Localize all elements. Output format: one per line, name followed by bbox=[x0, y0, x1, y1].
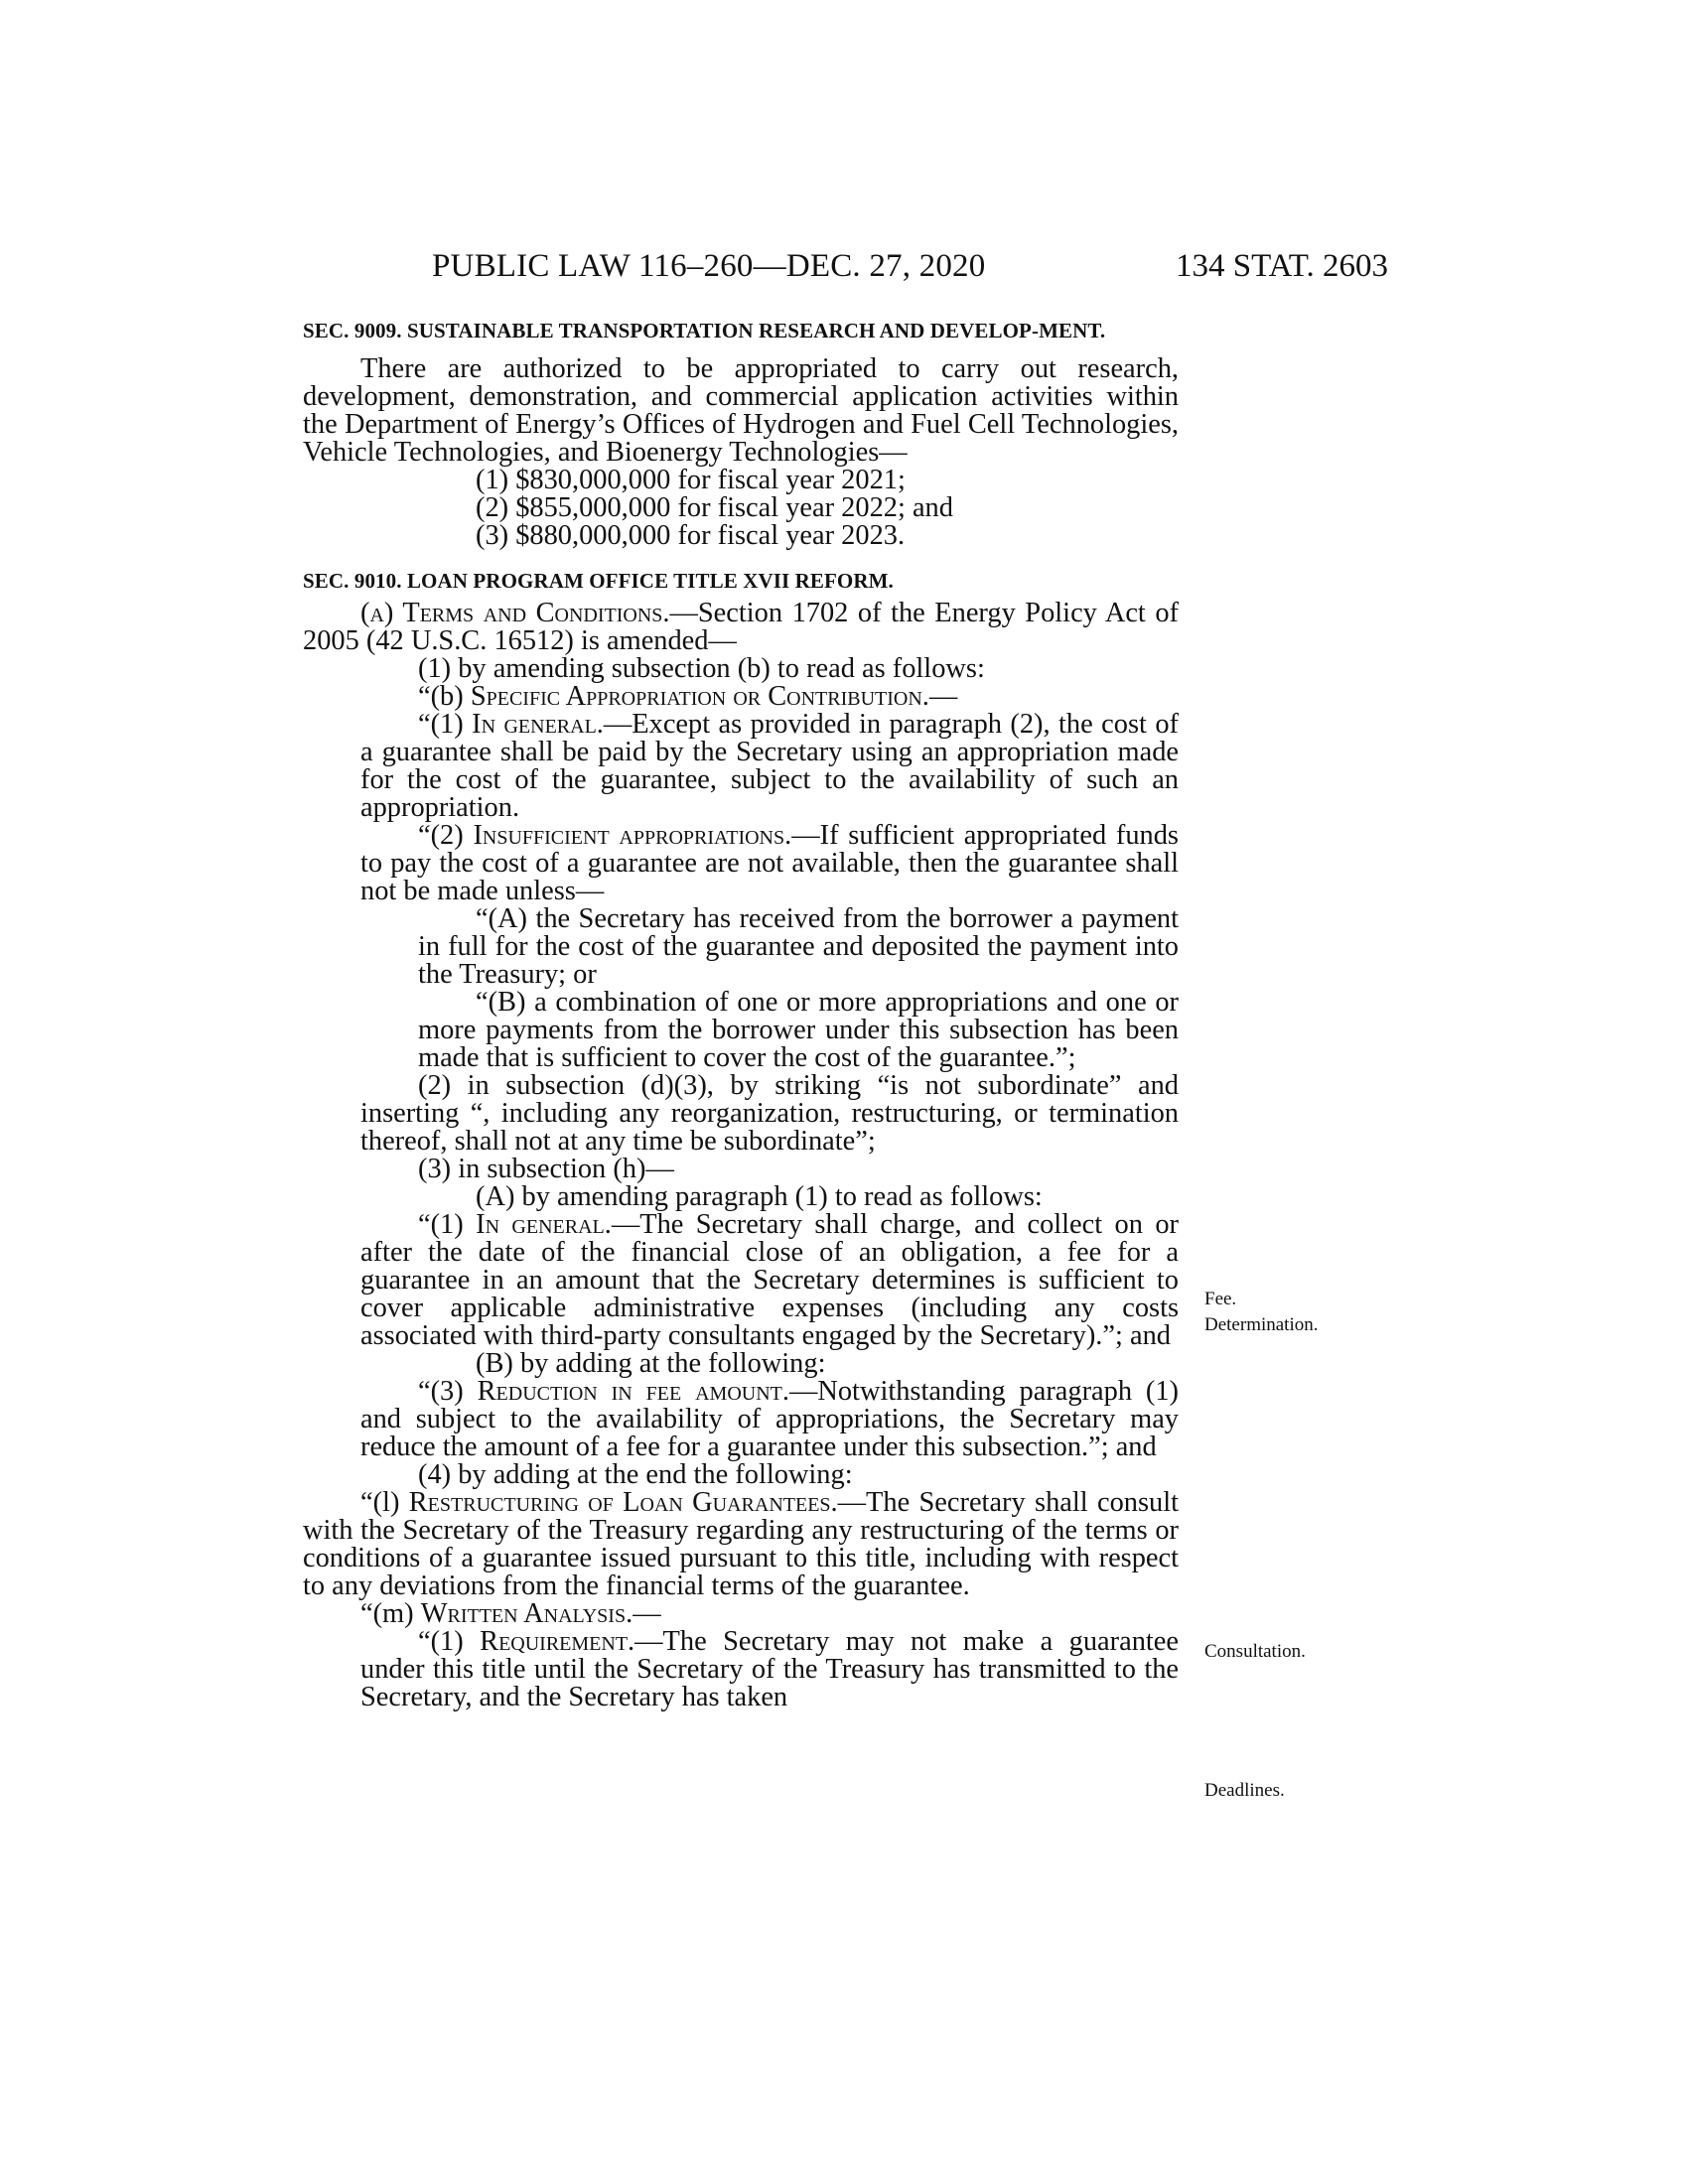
subsection-m-heading bbox=[303, 1600, 1179, 1628]
m1-caption: Requirement. bbox=[480, 1626, 635, 1657]
amendment-3: (3) in subsection (h)— bbox=[418, 1154, 674, 1184]
h3-caption: Reduction in fee amount. bbox=[477, 1376, 789, 1407]
amendment-4: (4) by adding at the end the following: bbox=[418, 1459, 853, 1490]
h3-number: “(3) bbox=[418, 1376, 478, 1407]
amendment-3B: (B) by adding at the following: bbox=[476, 1348, 826, 1379]
list-item: (2) $855,000,000 for fiscal year 2022; and bbox=[476, 492, 953, 523]
m1-number: “(1) bbox=[418, 1626, 481, 1657]
b1-text: —Except as provided in paragraph (2), the cost of a guarantee shall be paid by the Secretary using an appropriation made for the cost of the guarantee, subject to the availability of such an appropriation. bbox=[360, 709, 1179, 823]
list-item: (3) $880,000,000 for fiscal year 2023. bbox=[476, 520, 906, 551]
amendment-3A: (A) by amending paragraph (1) to read as follows: bbox=[476, 1181, 1043, 1212]
document-body bbox=[303, 318, 1179, 1711]
statute-page-number: 134 STAT. 2603 bbox=[1175, 248, 1388, 284]
margin-note-determination: Determination. bbox=[1204, 1314, 1319, 1335]
section-9009-heading: SEC. 9009. SUSTAINABLE TRANSPORTATION RESEARCH AND DEVELOP-MENT. bbox=[303, 319, 1106, 342]
m-dash: — bbox=[633, 1598, 661, 1629]
subsection-h-3 bbox=[303, 1378, 1179, 1461]
margin-note-deadlines: Deadlines. bbox=[1204, 1780, 1285, 1801]
subsection-h-1 bbox=[303, 1211, 1179, 1350]
subsection-b-caption: Specific Appropriation or Contribution. bbox=[470, 681, 929, 712]
subsection-b-1 bbox=[303, 711, 1179, 822]
l-text: —The Secretary shall consult with the Secretary of the Treasury regarding any restructuring of the terms or conditions of a guarantee issued pursuant to this title, including with respect to any deviations from the financial terms of the guarantee. bbox=[303, 1487, 1179, 1601]
margin-note-fee: Fee. bbox=[1204, 1289, 1237, 1309]
subsection-b-dash: — bbox=[928, 681, 958, 712]
section-9009-intro: There are authorized to be appropriated to carry out research, development, demonstration, and commercial application activities within the Department of Energy’s Offices of Hydrogen and Fuel Cell Technologies, Vehicle Technologies, and Bioenergy Technologies— bbox=[303, 353, 1179, 468]
subparagraph-b2A: “(A) the Secretary has received from the borrower a payment in full for the cost of the guarantee and deposited the payment into the Treasury; or bbox=[418, 903, 1179, 990]
amendment-2: (2) in subsection (d)(3), by striking “is not subordinate” and inserting “, including any reorganization, restructuring, or termination thereof, shall not at any time be subordinate”; bbox=[360, 1070, 1179, 1157]
subsection-a-text: —Section 1702 of the Energy Policy Act of 2005 (42 U.S.C. 16512) is amended— bbox=[303, 598, 1180, 656]
l-number: “(l) bbox=[360, 1487, 409, 1518]
running-head-title: PUBLIC LAW 116–260—DEC. 27, 2020 bbox=[432, 248, 986, 284]
subsection-m-1 bbox=[303, 1628, 1179, 1711]
subsection-l bbox=[303, 1489, 1179, 1600]
list-item: (1) $830,000,000 for fiscal year 2021; bbox=[476, 465, 906, 495]
subsection-a bbox=[303, 600, 1179, 655]
page-header bbox=[298, 248, 1390, 288]
h1-number: “(1) bbox=[418, 1209, 477, 1240]
l-caption: Restructuring of Loan Guarantees. bbox=[408, 1487, 838, 1518]
b1-number: “(1) bbox=[418, 709, 473, 740]
b2-number: “(2) bbox=[418, 820, 474, 851]
h1-caption: In general. bbox=[476, 1209, 612, 1240]
subsection-a-caption: (a) Terms and Conditions. bbox=[360, 598, 670, 628]
b1-caption: In general. bbox=[472, 709, 604, 740]
h3-text: —Notwithstanding paragraph (1) and subject to the availability of appropriations, the Secretary may reduce the amount of a fee for a guarantee under this subsection.”; and bbox=[360, 1376, 1180, 1462]
h1-text: —The Secretary shall charge, and collect on or after the date of the financial close of an obligation, a fee for a guarantee in an amount that the Secretary determines is sufficient to cover applicable administrative expenses (including any costs associated with third-party consultants engaged by the Secretary).”; and bbox=[360, 1209, 1179, 1351]
subsection-b-heading bbox=[303, 683, 1179, 711]
b2-text: —If sufficient appropriated funds to pay the cost of a guarantee are not available, then the guarantee shall not be made unless— bbox=[360, 820, 1179, 906]
section-9010-heading: SEC. 9010. LOAN PROGRAM OFFICE TITLE XVII REFORM. bbox=[303, 569, 894, 593]
m-caption: Written Analysis. bbox=[420, 1598, 633, 1629]
subparagraph-b2B: “(B) a combination of one or more appropriations and one or more payments from the borrower under this subsection has been made that is sufficient to cover the cost of the guarantee.”; bbox=[418, 987, 1179, 1073]
amendment-1: (1) by amending subsection (b) to read as follows: bbox=[418, 653, 985, 684]
margin-note-consultation: Consultation. bbox=[1204, 1641, 1306, 1662]
m-number: “(m) bbox=[360, 1598, 421, 1629]
subsection-b-number: “(b) bbox=[418, 681, 471, 712]
b2-caption: Insufficient appropriations. bbox=[473, 820, 792, 851]
subsection-b-2 bbox=[303, 822, 1179, 905]
m1-text: —The Secretary may not make a guarantee under this title until the Secretary of the Treasury has transmitted to the Secretary, and the Secretary has taken bbox=[360, 1626, 1179, 1712]
